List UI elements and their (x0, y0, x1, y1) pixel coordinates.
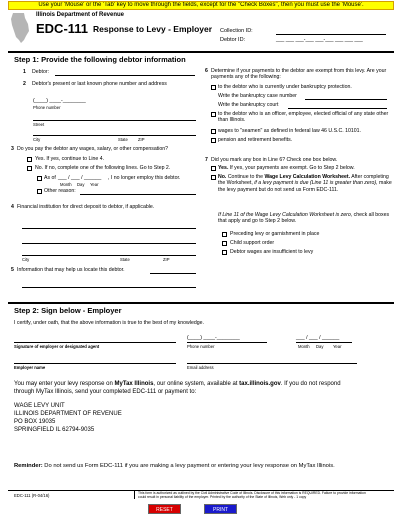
sign-date-line (296, 342, 352, 343)
q6-number: 6 (205, 68, 208, 74)
q7-no-italic: if a levy payment is due (Line 11 is greater than zero), (254, 180, 378, 187)
q7-no-label: No. (218, 174, 227, 180)
q3-asof-tail: , I no longer employ this debtor. (108, 175, 181, 181)
q7-child-support-checkbox[interactable] (222, 241, 227, 246)
revision-code: EDC-111 (R-04/16) (14, 493, 50, 498)
financial-institution-city-field[interactable] (22, 255, 196, 256)
q7-child-support-label: Child support order (230, 240, 275, 246)
footer-disclaimer: This form is authorized as outlined by the Civil Administrative Code of Illinois. Disclosure of this information is REQUIRED. Failure to provide information could result in personal liability of the employer. Printed by the authority of the State of Illinois, Web only - 1 copy (134, 491, 372, 499)
online-response-line-2: through MyTax Illinois, send your completed EDC-111 or payment to: (14, 389, 197, 395)
sign-year-label: Year (333, 344, 342, 349)
reminder-label: Reminder: (14, 463, 43, 469)
certify-statement: I certify, under oath, that the above information is true to the best of my knowledge. (14, 320, 204, 326)
sign-day-label: Day (316, 344, 324, 349)
debtor-city-state-zip-field[interactable] (33, 135, 196, 136)
instruction-banner: Use your 'Mouse' or the 'Tab' key to move through the fields, except for the "Check Boxes", then you must use the 'Mouse'. (8, 1, 394, 10)
q6-officer-checkbox[interactable] (211, 112, 216, 117)
fi-city-label: City (22, 257, 30, 262)
q3-asof-checkbox[interactable] (37, 176, 42, 181)
form-number: EDC-111 (36, 21, 89, 36)
q6-bankruptcy-checkbox[interactable] (211, 85, 216, 90)
q3-year-label: Year (90, 182, 99, 187)
form-title: Response to Levy - Employer (93, 24, 213, 34)
q6-bankruptcy-label: to the debtor who is currently under bankruptcy protection. (218, 84, 352, 90)
q7-yes-checkbox[interactable] (211, 166, 216, 171)
fi-state-label: State (120, 257, 130, 262)
employer-signature-field[interactable] (14, 342, 176, 343)
financial-institution-name-field[interactable] (22, 228, 196, 229)
q7-zero-italic: If Line 11 of the Wage Levy Calculation Worksheet is zero, (218, 212, 353, 218)
sign-month-label: Month (298, 344, 310, 349)
q7-preceding-levy-checkbox[interactable] (222, 232, 227, 237)
q3-asof-label: As of (44, 175, 56, 181)
q4-label: Financial institution for direct deposit to debtor, if applicable. (17, 204, 155, 210)
mailing-address-line-4: SPRINGFIELD IL 62794-9035 (14, 427, 95, 433)
bankruptcy-case-number-field[interactable] (305, 99, 387, 100)
debtor-name-field[interactable] (55, 75, 195, 76)
sign-date-field[interactable]: ___ / ___ / ______ (296, 335, 340, 341)
online-text-c: , our online system, available at (153, 381, 238, 387)
locate-info-field-1[interactable] (150, 273, 196, 274)
q3-other-reason-field[interactable] (80, 194, 196, 195)
q7-preceding-levy-label: Preceding levy or garnishment in place (230, 231, 320, 237)
mailing-address-line-3: PO BOX 19035 (14, 419, 56, 425)
financial-institution-address-field[interactable] (22, 243, 196, 244)
q1-label: Debtor: (32, 69, 50, 75)
step1-heading: Step 1: Provide the following debtor information (14, 55, 186, 64)
reminder-note (14, 463, 335, 469)
q7-insufficient-wages-label: Debtor wages are insufficient to levy (230, 249, 314, 255)
signature-label: Signature of employer or designated agent (14, 344, 100, 349)
employer-phone-field[interactable]: (____) ____-________ (187, 335, 240, 341)
employer-phone-line (187, 342, 267, 343)
q7-check-instruction: check all boxes that apply and go to Step 2 below. (218, 212, 390, 225)
q3-no-label: No. If no, complete one of the following lines. Go to Step 2. (35, 165, 171, 171)
employer-name-label: Employer name (14, 365, 46, 370)
q2-label: Debtor's present or last known phone number and address (32, 81, 167, 87)
q4-number: 4 (11, 204, 14, 210)
tax-illinois-link[interactable]: tax.illinois.gov (239, 381, 281, 387)
bankruptcy-court-field[interactable] (288, 108, 387, 109)
mailing-address-line-1: WAGE LEVY UNIT (14, 403, 65, 409)
debtor-phone-field[interactable]: (____) ____-________ (33, 98, 86, 104)
state-label: State (118, 137, 128, 142)
city-label: City (33, 137, 41, 142)
debtor-id-field[interactable]: ___ ___ ___-___ ___-___ ___ ___ ___ (276, 37, 363, 43)
online-text-e: . If you do not respond (280, 381, 341, 387)
q7-no-paragraph (218, 174, 394, 193)
q3-other-label: Other reason: (44, 188, 76, 194)
agency-name: Illinois Department of Revenue (36, 12, 125, 18)
q3-asof-date-field[interactable]: ___ / ___ / ______ (58, 175, 102, 181)
q3-day-label: Day (77, 182, 85, 187)
wage-levy-worksheet-ref: Wage Levy Calculation Worksheet. (264, 174, 351, 180)
q6-seamen-label: wages to "seamen" as defined in federal law 46 U.S.C. 10101. (218, 128, 361, 134)
q7-text: Did you mark any box in Line 6? Check one box below. (211, 157, 338, 163)
q7-insufficient-wages-checkbox[interactable] (222, 250, 227, 255)
debtor-id-label: Debtor ID: (220, 37, 246, 43)
online-response-line-1 (14, 381, 341, 388)
q3-number: 3 (11, 146, 14, 152)
q7-no-end: make the levy payment but do not send us Form EDC-111. (218, 180, 392, 193)
q7-no-tail: After completing the Worksheet, (218, 174, 389, 187)
zip-label: ZIP (138, 137, 145, 142)
collection-id-field[interactable] (276, 34, 386, 35)
reminder-text: Do not send us Form EDC-111 if you are making a levy payment or entering your levy response on MyTax Illinois. (44, 463, 335, 469)
locate-info-field-2[interactable] (22, 287, 196, 288)
q7-yes-tail: If yes, your payments are exempt. Go to Step 2 below. (229, 165, 355, 171)
q7-no-checkbox[interactable] (211, 175, 216, 180)
q6-case-label: Write the bankruptcy case number (218, 93, 297, 99)
q3-other-checkbox[interactable] (37, 189, 42, 194)
step2-divider (8, 302, 394, 304)
reset-button[interactable]: RESET (148, 504, 181, 514)
q3-label: Do you pay the debtor any wages, salary, or other compensation? (17, 146, 169, 152)
q6-court-label: Write the bankruptcy court (218, 102, 279, 108)
q3-no-checkbox[interactable] (27, 166, 32, 171)
online-text-a: You may enter your levy response on (14, 381, 113, 387)
q3-yes-label: Yes. If yes, continue to Line 4. (35, 156, 105, 162)
q7-number: 7 (205, 157, 208, 163)
employer-phone-label: Phone number (187, 344, 215, 349)
collection-id-label: Collection ID: (220, 28, 253, 34)
q2-number: 2 (23, 81, 26, 87)
q3-yes-checkbox[interactable] (27, 157, 32, 162)
q5-label: Information that may help us locate this debtor. (17, 267, 125, 273)
q6-seamen-checkbox[interactable] (211, 129, 216, 134)
print-button[interactable]: PRINT (204, 504, 237, 514)
mailing-address-line-2: ILLINOIS DEPARTMENT OF REVENUE (14, 411, 122, 417)
illinois-state-logo-icon (9, 12, 31, 44)
step2-heading: Step 2: Sign below - Employer (14, 306, 122, 315)
q7-zero-paragraph (218, 212, 394, 225)
phone-label: Phone number (33, 105, 61, 110)
employer-name-field[interactable] (14, 363, 176, 364)
q6-officer-label: to the debtor who is an officer, employee, elected official of any state other than Illinois. (218, 111, 389, 124)
q6-pension-checkbox[interactable] (211, 138, 216, 143)
q6-text: Determine if your payments to the debtor are exempt from this levy. Are your payments any of the following: (211, 68, 387, 81)
q6-pension-label: pension and retirement benefits. (218, 137, 293, 143)
employer-email-label: Email address (187, 365, 214, 370)
employer-email-field[interactable] (187, 363, 357, 364)
debtor-street-field[interactable] (33, 120, 196, 121)
q7-yes-label: Yes. (218, 165, 229, 171)
q5-number: 5 (11, 267, 14, 273)
mytax-illinois-ref: MyTax Illinois (114, 381, 154, 387)
fi-zip-label: ZIP (163, 257, 170, 262)
street-label: Street (33, 122, 45, 127)
q3-month-label: Month (60, 182, 72, 187)
q7-no-mid: Continue to the (227, 174, 263, 180)
q1-number: 1 (23, 69, 26, 75)
header-divider (8, 51, 394, 53)
